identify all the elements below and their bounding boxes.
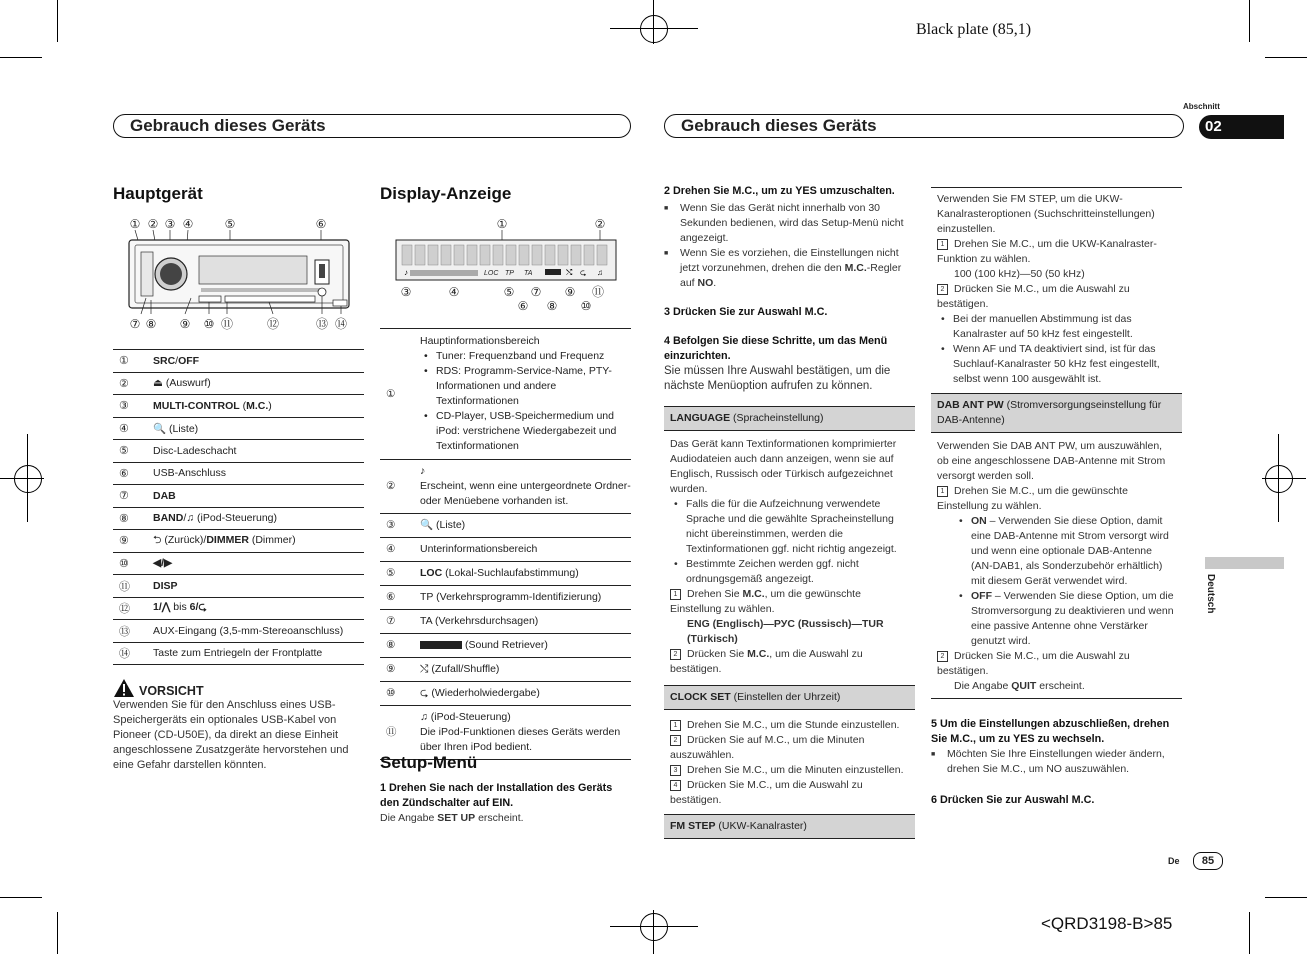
- row-label: LOC (Lokal-Suchlaufabstimmung): [420, 562, 631, 586]
- row-number: ⑪: [113, 575, 153, 598]
- callout-number: ②: [594, 217, 606, 231]
- caution-block: [113, 678, 363, 773]
- row-label: MULTI-CONTROL (M.C.): [153, 395, 364, 418]
- table-row: [113, 462, 364, 485]
- callout-number: ⑬: [315, 317, 329, 331]
- table-row: [380, 514, 631, 538]
- registration-mark-right: [1265, 465, 1293, 493]
- display-row-11: [380, 706, 631, 760]
- display-table: [380, 328, 631, 760]
- row-number: ②: [380, 460, 420, 514]
- callout-number: ⑨: [564, 285, 576, 299]
- lcd-cell: [545, 245, 555, 265]
- lcd-cell: [428, 245, 438, 265]
- callout-number: ⑤: [503, 285, 515, 299]
- table-row: [113, 350, 364, 372]
- crop-mark: [1249, 912, 1250, 954]
- dab-option-on: • ON – Verwenden Sie diese Option, damit eine DAB-Antenne mit Strom versorgt wird und wenn eine optionale DAB-Antenne (AN-DAB1, als Sonderzubehör erhältlich) mit diesem Gerät verwendet wird.: [955, 514, 1176, 589]
- table-row: [113, 642, 364, 665]
- dab-intro: Verwenden Sie DAB ANT PW, um auszuwählen, ob eine angeschlossene DAB-Antenne mit Strom versorgt werden soll.: [937, 440, 1166, 482]
- callout-number: ③: [164, 217, 176, 231]
- lcd-cell: [532, 245, 542, 265]
- lcd-cell: [584, 245, 594, 265]
- callout-number: ⑫: [266, 317, 280, 331]
- registration-line: [1278, 434, 1279, 522]
- row-number: ④: [380, 538, 420, 562]
- crop-mark: [1265, 897, 1307, 898]
- fm-intro: Verwenden Sie FM STEP, um die UKW-Kanalrasteroptionen (Suchschritteinstellungen) einzustellen.: [937, 193, 1155, 235]
- svg-text:⤭: ⤭: [566, 268, 573, 277]
- callout-number: ⑥: [517, 299, 529, 313]
- row-text: ♫ (iPod-Steuerung): [420, 711, 511, 723]
- svg-text:⮎: ⮎: [580, 268, 587, 277]
- main-unit-illustration: [113, 212, 363, 337]
- callout-number: ④: [448, 285, 460, 299]
- registration-line: [653, 910, 654, 954]
- row-label: DAB: [153, 485, 364, 508]
- crop-mark: [57, 912, 58, 954]
- lcd-cell: [519, 245, 529, 265]
- footer-lang: De: [1168, 856, 1180, 866]
- language-options: ENG (Englisch)—РУС (Russisch)—TUR (Türkisch): [687, 618, 884, 645]
- clock-header: CLOCK SET (Einstellen der Uhrzeit): [664, 685, 915, 710]
- row-number: ⑤: [380, 562, 420, 586]
- fm-step-1: 1 Drehen Sie M.C., um die UKW-Kanalraster-Funktion zu wählen.: [937, 238, 1157, 265]
- callout-number: ⑨: [179, 317, 191, 331]
- table-row: [380, 562, 631, 586]
- row-number: ⑥: [113, 462, 153, 485]
- registration-line: [1262, 478, 1306, 479]
- dab-header: DAB ANT PW (Stromversorgungseinstellung für DAB-Antenne): [931, 393, 1182, 433]
- dab-step-2: 2 Drücken Sie M.C., um die Auswahl zu bestätigen.: [937, 650, 1130, 677]
- section-number: [1199, 115, 1284, 139]
- row-label: AUX-Eingang (3,5-mm-Stereoanschluss): [153, 620, 364, 643]
- row-label: Taste zum Entriegeln der Frontplatte: [153, 642, 364, 665]
- callout-number: ③: [400, 285, 412, 299]
- callout-number: ⑪: [220, 317, 234, 331]
- lcd-cell: [558, 245, 568, 265]
- language-bullet: • Falls die für die Aufzeichnung verwendete Sprache und die gewählte Spracheinstellung nicht übereinstimmen, werden die Textinformationen ggf. nicht richtig angezeigt.: [670, 497, 909, 557]
- plate-label: Black plate (85,1): [916, 21, 1032, 38]
- fm-bullet: • Bei der manuellen Abstimmung ist das Kanalraster auf 50 kHz fest eingestellt.: [937, 312, 1176, 342]
- registration-line: [27, 434, 28, 522]
- row-label: BAND/♫ (iPod-Steuerung): [153, 507, 364, 530]
- row-label: Disc-Ladeschacht: [153, 440, 364, 463]
- row-label: ⮌ (Zurück)/DIMMER (Dimmer): [153, 530, 364, 553]
- table-row: [113, 620, 364, 643]
- note: ■ Wenn Sie es vorziehen, die Einstellungen nicht jetzt vorzunehmen, drehen die den M.C.-Regler auf NO.: [664, 246, 915, 291]
- svg-text:♪: ♪: [404, 268, 408, 277]
- row-label: ⤭ (Zufall/Shuffle): [420, 658, 631, 682]
- table-row: [113, 530, 364, 553]
- language-bullet: • Bestimmte Zeichen werden ggf. nicht ordnungsgemäß angezeigt.: [670, 557, 909, 587]
- table-row: [380, 682, 631, 706]
- row-number: ③: [380, 514, 420, 538]
- registration-line: [610, 926, 698, 927]
- callout-number: ⑦: [129, 317, 141, 331]
- note: ■ Möchten Sie Ihre Einstellungen wieder ändern, drehen Sie M.C., um NO auszuwählen.: [931, 747, 1182, 777]
- dab-quit: Die Angabe QUIT erscheint.: [954, 680, 1085, 692]
- row-number: ⑥: [380, 586, 420, 610]
- side-tab: [1205, 557, 1284, 569]
- registration-line: [610, 28, 698, 29]
- lcd-label: TP: [505, 270, 514, 277]
- print-code: <QRD3198-B>85: [1041, 914, 1173, 933]
- row-number: ①: [113, 350, 153, 372]
- callout-number: ⑦: [530, 285, 542, 299]
- clock-step: 4 Drücken Sie M.C., um die Auswahl zu bestätigen.: [670, 779, 863, 806]
- row-number: ③: [113, 395, 153, 418]
- table-row: [380, 610, 631, 634]
- language-step-1: 1 Drehen Sie M.C., um die gewünschte Einstellung zu wählen.: [670, 588, 861, 615]
- row-label: ⏏ (Auswurf): [153, 372, 364, 395]
- crop-mark: [1249, 0, 1250, 42]
- row-number: ⑧: [380, 634, 420, 658]
- table-row: [113, 395, 364, 418]
- row-label: DISP: [153, 575, 364, 598]
- row-label: USB-Anschluss: [153, 462, 364, 485]
- callout-number: ⑧: [546, 299, 558, 313]
- display-row-1: [380, 329, 631, 460]
- svg-text:♫: ♫: [597, 268, 603, 277]
- row-number: ⑤: [113, 440, 153, 463]
- row-label: 🔍 (Liste): [420, 514, 631, 538]
- section-label: Abschnitt: [1183, 102, 1220, 111]
- warning-icon: [113, 678, 135, 698]
- language-step-2: 2 Drücken Sie M.C., um die Auswahl zu bestätigen.: [670, 648, 863, 675]
- step-heading: 4 Befolgen Sie diese Schritte, um das Menü einzurichten.: [664, 335, 888, 362]
- lcd-cell: [467, 245, 477, 265]
- setup-step-1: [380, 781, 630, 826]
- table-row: [113, 507, 364, 530]
- clock-step: 3 Drehen Sie M.C., um die Minuten einzustellen.: [670, 763, 909, 778]
- callout-number: ⑩: [203, 317, 215, 331]
- dab-step-1: 1 Drehen Sie M.C., um die gewünschte Einstellung zu wählen.: [937, 485, 1128, 512]
- lcd-cell: [441, 245, 451, 265]
- crop-mark: [1265, 57, 1307, 58]
- row-label: Unterinformationsbereich: [420, 538, 631, 562]
- step-heading: 2 Drehen Sie M.C., um zu YES umzuschalten.: [664, 185, 895, 197]
- row-text: Die iPod-Funktionen dieses Geräts werden über Ihren iPod bedient.: [420, 726, 621, 753]
- caution-text: Verwenden Sie für den Anschluss eines USB-Speichergeräts ein optionales USB-Kabel von Pioneer (CD-U50E), da direkt an diese Einheit angeschlossene Zusatzgeräte hervorstehen und eine Gefahr darstellen könnten.: [113, 699, 349, 771]
- row-bullet: • RDS: Programm-Service-Name, PTY-Informationen und andere Textinformationen: [420, 364, 631, 409]
- page-number: 85: [1193, 852, 1223, 870]
- crop-mark: [57, 0, 58, 42]
- caution-title: VORSICHT: [139, 684, 204, 698]
- registration-mark-top: [640, 15, 668, 43]
- table-row: [113, 597, 364, 620]
- callout-number: ⑪: [591, 285, 605, 299]
- clock-step: 2 Drücken Sie auf M.C., um die Minuten auszuwählen.: [670, 734, 865, 761]
- fm-step-header: FM STEP (UKW-Kanalraster): [664, 814, 915, 839]
- step-text: Sie müssen Ihre Auswahl bestätigen, um die nächste Menüoption aufrufen zu können.: [664, 365, 891, 392]
- row-number: ⑨: [113, 530, 153, 553]
- row-number: ⑦: [380, 610, 420, 634]
- row-text: Erscheint, wenn eine untergeordnete Ordner- oder Menüebene vorhanden ist.: [420, 480, 631, 507]
- dab-option-off: • OFF – Verwenden Sie diese Option, um die Stromversorgung zu deaktivieren und wenn eine passive Antenne ohne Verstärker genutzt wird.: [955, 589, 1176, 649]
- main-unit-table: [113, 349, 364, 665]
- table-row: [113, 552, 364, 575]
- hauptgeraet-title: Hauptgerät: [113, 184, 203, 203]
- lcd-cell: [415, 245, 425, 265]
- callout-number: ④: [182, 217, 194, 231]
- callout-number: ⑤: [224, 217, 236, 231]
- fm-step-2: 2 Drücken Sie M.C., um die Auswahl zu bestätigen.: [937, 283, 1130, 310]
- language-header: LANGUAGE (Spracheinstellung): [664, 406, 915, 431]
- row-number: ⑩: [380, 682, 420, 706]
- lcd-label: TA: [524, 270, 533, 277]
- callout-number: ①: [496, 217, 508, 231]
- lcd-cell: [597, 245, 607, 265]
- note: ■ Wenn Sie das Gerät nicht innerhalb von 30 Sekunden bedienen, wird das Setup-Menü nicht angezeigt.: [664, 201, 915, 246]
- callout-number: ⑩: [580, 299, 592, 313]
- row-number: ⑪: [380, 706, 420, 760]
- row-label: TP (Verkehrsprogramm-Identifizierung): [420, 586, 631, 610]
- table-row: [380, 586, 631, 610]
- display-title: Display-Anzeige: [380, 184, 512, 203]
- table-row: [113, 417, 364, 440]
- row-label: ◀/▶: [153, 552, 364, 575]
- callout-number: ①: [129, 217, 141, 231]
- row-label: 🔍 (Liste): [153, 417, 364, 440]
- lcd-cell: [402, 245, 412, 265]
- lcd-label: LOC: [484, 270, 499, 277]
- step-heading: 3 Drücken Sie zur Auswahl M.C.: [664, 306, 828, 318]
- table-row: [113, 372, 364, 395]
- sound-retriever-icon: [420, 641, 462, 649]
- crop-mark: [0, 897, 42, 898]
- registration-mark-bottom: [640, 913, 668, 941]
- display-row-2: [380, 460, 631, 514]
- lcd-cell: [454, 245, 464, 265]
- setup-title: Setup-Menü: [380, 753, 478, 772]
- callout-number: ⑭: [334, 317, 348, 331]
- row-number: ④: [113, 417, 153, 440]
- setup-column-4: [931, 187, 1182, 808]
- row-number: ②: [113, 372, 153, 395]
- table-row: [113, 440, 364, 463]
- registration-line: [0, 478, 44, 479]
- table-row: [380, 658, 631, 682]
- callout-number: ②: [147, 217, 159, 231]
- row-number: ⑫: [113, 597, 153, 620]
- row-label: TA (Verkehrsdurchsagen): [420, 610, 631, 634]
- crop-mark: [0, 57, 42, 58]
- step-heading: 6 Drücken Sie zur Auswahl M.C.: [931, 794, 1095, 806]
- row-head: Hauptinformationsbereich: [420, 335, 540, 347]
- header-right: Gebrauch dieses Geräts: [664, 114, 1184, 138]
- callout-number: ⑧: [145, 317, 157, 331]
- header-left: Gebrauch dieses Geräts: [113, 114, 631, 138]
- row-bullet: • Tuner: Frequenzband und Frequenz: [420, 349, 631, 364]
- fm-bullet: • Wenn AF und TA deaktiviert sind, ist für das Suchlauf-Kanalraster 50 kHz fest eingestellt, selbst wenn 100 ausgewählt ist.: [937, 342, 1176, 387]
- table-row: [380, 538, 631, 562]
- display-illustration: [380, 212, 630, 314]
- table-row: [380, 634, 631, 658]
- language-intro: Das Gerät kann Textinformationen komprimierter Audiodateien auch dann anzeigen, wenn sie auf Englisch, Russisch oder Türkisch aufgezeichnet wurden.: [670, 438, 897, 495]
- side-tab-label: Deutsch: [1205, 574, 1216, 614]
- row-number: ①: [380, 329, 420, 460]
- table-row: [113, 575, 364, 598]
- row-number: ⑨: [380, 658, 420, 682]
- row-bullet: • CD-Player, USB-Speichermedium und iPod: verstrichene Wiedergabezeit und Textinformationen: [420, 409, 631, 454]
- step-heading: 5 Um die Einstellungen abzuschließen, drehen Sie M.C., um zu YES zu wechseln.: [931, 718, 1170, 745]
- clock-step: 1 Drehen Sie M.C., um die Stunde einzustellen.: [670, 718, 909, 733]
- callout-number: ⑥: [315, 217, 327, 231]
- row-label: 1/⋀ bis 6/⮎: [153, 597, 364, 620]
- row-label: ⮎ (Wiederholwiedergabe): [420, 682, 631, 706]
- row-number: ⑧: [113, 507, 153, 530]
- row-number: ⑬: [113, 620, 153, 643]
- registration-mark-left: [14, 465, 42, 493]
- row-number: ⑩: [113, 552, 153, 575]
- lcd-cell: [571, 245, 581, 265]
- row-number: ⑦: [113, 485, 153, 508]
- lcd-cell: [480, 245, 490, 265]
- row-label: (Sound Retriever): [420, 634, 631, 658]
- lcd-cell: [493, 245, 503, 265]
- step-heading: 1 Drehen Sie nach der Installation des Geräts den Zündschalter auf EIN.: [380, 782, 613, 809]
- registration-line: [653, 0, 654, 44]
- row-number: ⑭: [113, 642, 153, 665]
- step-text: Die Angabe SET UP erscheint.: [380, 812, 524, 824]
- row-label: SRC/OFF: [153, 350, 364, 372]
- fm-options: 100 (100 kHz)—50 (50 kHz): [954, 268, 1085, 280]
- lcd-cell: [506, 245, 516, 265]
- section-number-text: 02: [1205, 118, 1222, 135]
- table-row: [113, 485, 364, 508]
- setup-column-3: [664, 184, 915, 839]
- folder-icon: ♪: [420, 465, 426, 477]
